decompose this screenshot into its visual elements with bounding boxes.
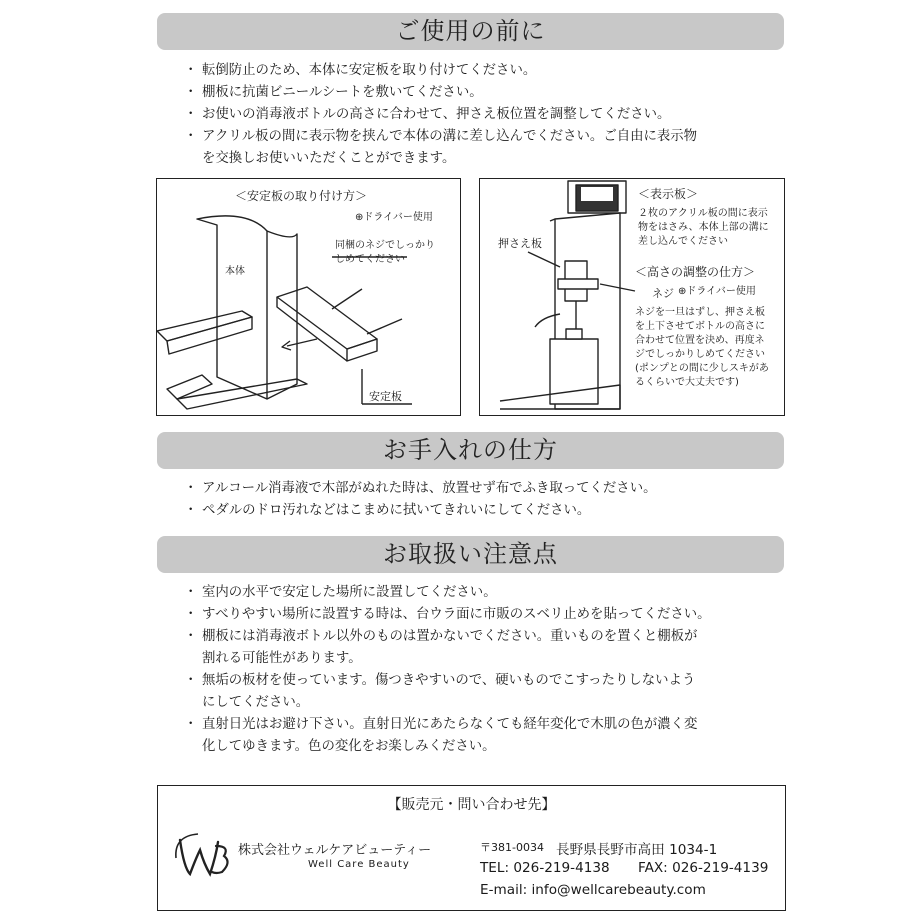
adjust-desc-line5: (ポンプとの間に少しスキがあ: [635, 363, 769, 374]
list-item-continuation: 化してゆきます。色の変化をお楽しみください。: [202, 739, 496, 754]
body-label: 本体: [225, 266, 245, 277]
figure-display-adjust: [479, 178, 785, 416]
list-item: ・ ペダルのドロ汚れなどはこまめに拭いてきれいにしてください。: [188, 500, 656, 522]
company-name-en: Well Care Beauty: [308, 859, 410, 870]
phone-number: TEL: 026-219-4138: [480, 860, 610, 876]
section-header-care: [157, 432, 784, 469]
figure-title: ＜安定板の取り付け方＞: [235, 189, 368, 203]
stabilizer-label: 安定板: [369, 390, 402, 403]
section-header-handling: [157, 536, 784, 573]
section-title: ご使用の前に: [395, 17, 546, 45]
before-use-list: [188, 60, 697, 170]
list-item: ・ 棚板には消毒液ボトル以外のものは置かないでください。重いものを置くと棚板が: [188, 626, 711, 648]
care-list: [188, 478, 656, 522]
adjust-desc-line4: ジでしっかりしめてください: [635, 349, 765, 360]
adjust-driver-note: ⊕ドライバー使用: [678, 286, 756, 297]
press-board-label: 押さえ板: [498, 237, 542, 250]
address: 長野県長野市高田 1034-1: [556, 842, 718, 858]
list-item: ・ 転倒防止のため、本体に安定板を取り付けてください。: [188, 60, 697, 82]
list-item: ・ アルコール消毒液で木部がぬれた時は、放置せず布でふき取ってください。: [188, 478, 656, 500]
list-item: ・ すべりやすい場所に設置する時は、台ウラ面に市販のスベリ止めを貼ってください。: [188, 604, 711, 626]
display-board-title: ＜表示板＞: [638, 187, 699, 201]
email-address: E-mail: info@wellcarebeauty.com: [480, 882, 706, 898]
screw-label: ネジ: [652, 287, 674, 300]
contact-box: [157, 785, 786, 911]
adjust-desc-line2: を上下させてボトルの高さに: [635, 321, 765, 332]
list-item: ・ 室内の水平で安定した場所に設置してください。: [188, 582, 711, 604]
handling-list: [188, 582, 711, 758]
list-item-continuation: 割れる可能性があります。: [202, 651, 362, 666]
list-item: ・ 直射日光はお避け下さい。直射日光にあたらなくても経年変化で木肌の色が濃く変: [188, 714, 711, 736]
adjust-title: ＜高さの調整の仕方＞: [635, 265, 756, 279]
list-item: ・ 棚板に抗菌ビニールシートを敷いてください。: [188, 82, 697, 104]
list-item: ・ お使いの消毒液ボトルの高さに合わせて、押さえ板位置を調整してください。: [188, 104, 697, 126]
adjust-desc-line6: るくらいで大丈夫です): [635, 377, 739, 388]
adjust-desc-line3: 合わせて位置を決め、再度ネ: [635, 335, 765, 346]
screw-note-line2: しめてください: [335, 254, 405, 265]
section-title: お取扱い注意点: [383, 540, 558, 568]
section-title: お手入れの仕方: [383, 436, 558, 464]
contact-title: 【販売元・問い合わせ先】: [387, 797, 556, 813]
display-desc-line1: ２枚のアクリル板の間に表示: [638, 208, 768, 219]
fax-number: FAX: 026-219-4139: [638, 860, 769, 876]
company-logo: [172, 828, 232, 884]
section-header-before-use: [157, 13, 784, 50]
list-item: ・ 無垢の板材を使っています。傷つきやすいので、硬いものでこすったりしないよう: [188, 670, 711, 692]
list-item-continuation: を交換しお使いいただくことができます。: [202, 151, 456, 166]
adjust-desc-line1: ネジを一旦はずし、押さえ板: [635, 307, 765, 318]
screw-note-line1: 同梱のネジでしっかり: [335, 240, 435, 251]
display-desc-line3: 差し込んでください: [638, 236, 728, 247]
company-name: 株式会社ウェルケアビューティー: [238, 843, 432, 858]
list-item: ・ アクリル板の間に表示物を挟んで本体の溝に差し込んでください。ご自由に表示物: [188, 126, 697, 148]
postal-code: 〒381-0034: [480, 841, 544, 854]
driver-note: ⊕ドライバー使用: [355, 212, 433, 223]
display-desc-line2: 物をはさみ、本体上部の溝に: [638, 222, 769, 233]
list-item-continuation: にしてください。: [202, 695, 310, 710]
figure-stabilizer-install: [156, 178, 461, 416]
